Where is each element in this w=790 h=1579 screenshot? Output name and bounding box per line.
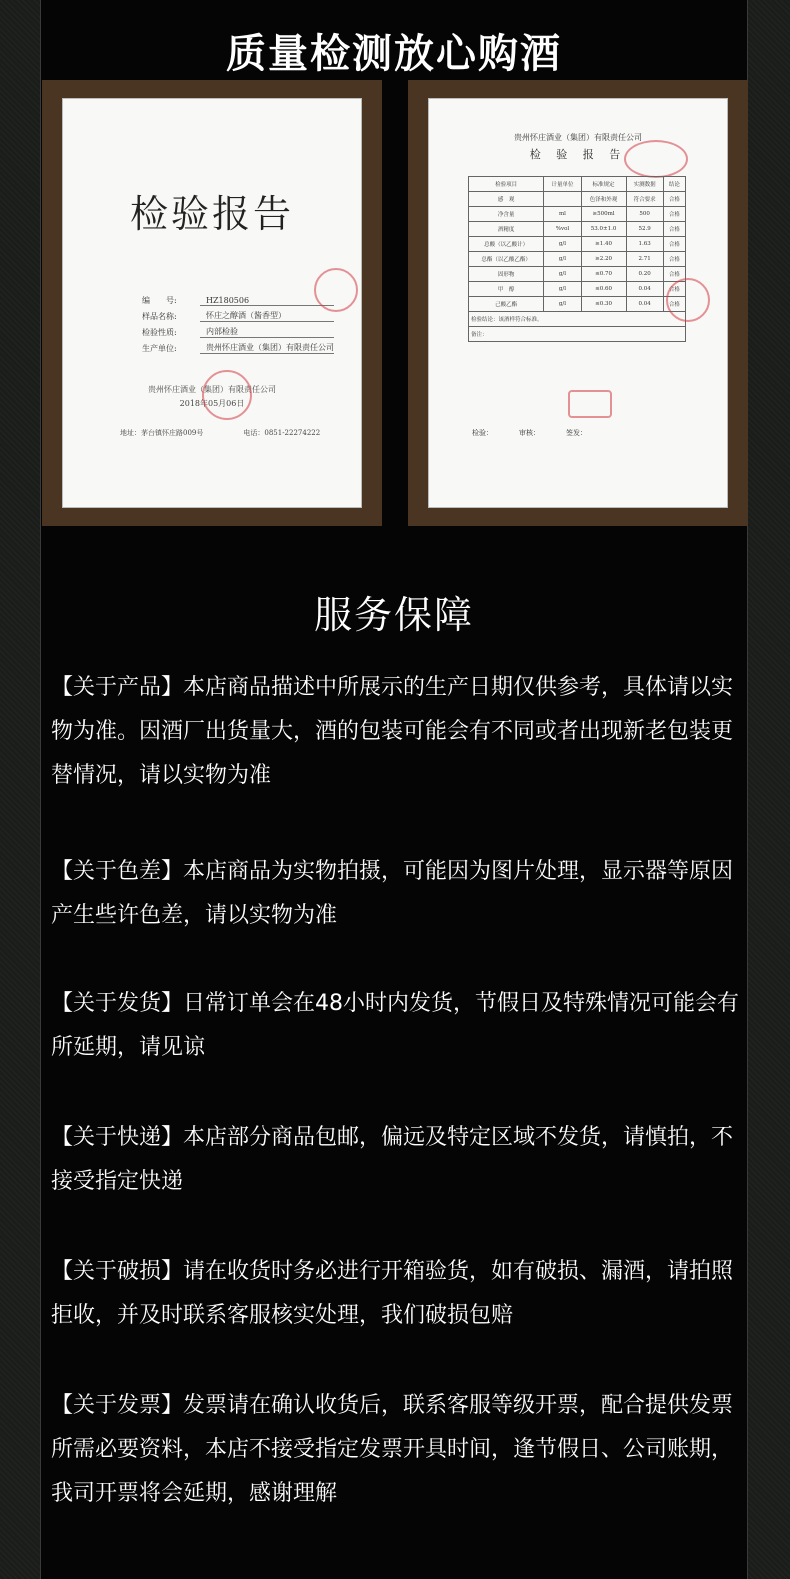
table-cell: 合格 <box>663 207 685 222</box>
cover-field-row <box>142 290 334 306</box>
cover-field-value: HZ180506 <box>200 296 334 306</box>
sign-review: 审核： <box>519 429 540 437</box>
page-title: 质量检测放心购酒 <box>226 31 562 77</box>
table-cell: 52.9 <box>626 222 663 237</box>
table-cell: 合格 <box>663 237 685 252</box>
cover-field-value: 内部检验 <box>200 326 334 338</box>
table-cell <box>544 192 581 207</box>
table-cell: 符合要求 <box>626 192 663 207</box>
table-row <box>469 252 686 267</box>
service-item-invoice: 【关于发票】发票请在确认收货后，联系客服等级开票，配合提供发票所需必要资料，本店不接受指定发票开具时间，逢节假日、公司账期，我司开票将会延期，感谢理解 <box>51 1393 734 1506</box>
service-item-damage: 【关于破损】请在收货时务必进行开箱验货，如有破损、漏酒，请拍照拒收，并及时联系客服核实处理，我们破损包赔 <box>51 1259 734 1328</box>
table-cell: 53.0±1.0 <box>581 222 626 237</box>
report-cover-paper <box>62 98 362 508</box>
report-signatures <box>472 428 587 438</box>
table-cell: 0.04 <box>626 297 663 312</box>
table-cell: 总酯（以乙酸乙酯） <box>469 252 544 267</box>
table-row <box>469 267 686 282</box>
table-cell: ≥1.40 <box>581 237 626 252</box>
table-cell: ≥500ml <box>581 207 626 222</box>
cover-field-label: 编 号: <box>142 296 177 305</box>
table-cell: 净含量 <box>469 207 544 222</box>
report-title: 检 验 报 告 <box>529 148 627 161</box>
table-cell: 甲 醇 <box>469 282 544 297</box>
table-cell: 0.20 <box>626 267 663 282</box>
service-item-color: 【关于色差】本店商品为实物拍摄，可能因为图片处理，显示器等原因产生些许色差，请以实物为准 <box>51 859 734 928</box>
table-cell: g/l <box>544 252 581 267</box>
report-conclusion: 检验结论：该酒样符合标准。 <box>469 312 686 327</box>
table-cell: %vol <box>544 222 581 237</box>
cover-footer <box>120 428 320 438</box>
table-cell: 合格 <box>663 252 685 267</box>
report-company: 贵州怀庄酒业（集团）有限责任公司 <box>514 133 642 142</box>
cover-phone: 电话：0851-22274222 <box>243 429 321 437</box>
table-cell: 500 <box>626 207 663 222</box>
report-table <box>468 176 686 342</box>
table-cell: 己酸乙酯 <box>469 297 544 312</box>
table-cell: g/l <box>544 237 581 252</box>
table-cell: 2.71 <box>626 252 663 267</box>
table-row <box>469 177 686 192</box>
table-cell: ≤0.60 <box>581 282 626 297</box>
sign-issue: 签发： <box>566 429 587 437</box>
cover-field-label: 生产单位: <box>142 344 177 353</box>
table-row <box>469 237 686 252</box>
table-cell: 计量单位 <box>544 177 581 192</box>
service-item-product: 【关于产品】本店商品描述中所展示的生产日期仅供参考，具体请以实物为准。因酒厂出货量大，酒的包装可能会有不同或者出现新老包装更替情况，请以实物为准 <box>51 675 734 788</box>
report-detail-frame <box>408 80 748 526</box>
cover-field-row <box>142 338 334 354</box>
cover-date: 2018年05月06日 <box>179 399 245 408</box>
cover-company: 贵州怀庄酒业（集团）有限责任公司 <box>148 385 276 394</box>
service-item-express: 【关于快递】本店部分商品包邮，偏远及特定区域不发货，请慎拍，不接受指定快递 <box>51 1125 734 1194</box>
table-cell: ≥2.20 <box>581 252 626 267</box>
table-row <box>469 297 686 312</box>
table-cell: ml <box>544 207 581 222</box>
table-cell: 0.04 <box>626 282 663 297</box>
table-cell: 酒精度 <box>469 222 544 237</box>
red-seal-stamp <box>666 278 710 322</box>
red-seal-stamp <box>314 268 358 312</box>
cover-field-value: 贵州怀庄酒业（集团）有限责任公司 <box>200 342 334 354</box>
table-cell: 合格 <box>663 267 685 282</box>
table-row <box>469 282 686 297</box>
table-cell: 总酸（以乙酸计） <box>469 237 544 252</box>
table-cell: 实测数据 <box>626 177 663 192</box>
table-cell: 结论 <box>663 177 685 192</box>
red-seal-stamp <box>624 140 688 178</box>
cover-field-label: 检验性质: <box>142 328 177 337</box>
table-row <box>469 312 686 327</box>
report-detail-paper <box>428 98 728 508</box>
table-cell: g/l <box>544 282 581 297</box>
table-cell: ≤0.70 <box>581 267 626 282</box>
cover-field-value: 怀庄之醇酒（酱香型） <box>200 310 334 322</box>
table-cell: 合格 <box>663 222 685 237</box>
report-cover-frame <box>42 80 382 526</box>
table-cell: ≤0.30 <box>581 297 626 312</box>
report-remark: 备注： <box>469 327 686 342</box>
table-row <box>469 222 686 237</box>
cover-field-label: 样品名称: <box>142 312 177 321</box>
red-seal-stamp <box>568 390 612 418</box>
table-cell: 色泽和外观 <box>581 192 626 207</box>
red-seal-stamp <box>202 370 252 420</box>
table-cell: 标准规定 <box>581 177 626 192</box>
table-cell: 检验项目 <box>469 177 544 192</box>
table-row <box>469 327 686 342</box>
table-cell: 合格 <box>663 192 685 207</box>
table-cell: 合格 <box>663 282 685 297</box>
cover-fields <box>142 290 334 354</box>
table-row <box>469 192 686 207</box>
table-cell: 1.63 <box>626 237 663 252</box>
table-cell: g/l <box>544 267 581 282</box>
table-cell: g/l <box>544 297 581 312</box>
table-cell: 固形物 <box>469 267 544 282</box>
cover-title: 检验报告 <box>129 192 294 236</box>
sign-inspect: 检验： <box>472 429 493 437</box>
cover-address: 地址：茅台镇怀庄路009号 <box>120 429 204 437</box>
table-cell: 合格 <box>663 297 685 312</box>
service-title: 服务保障 <box>313 593 474 637</box>
table-row <box>469 207 686 222</box>
content-panel <box>40 0 748 1579</box>
table-cell: 感 观 <box>469 192 544 207</box>
cover-field-row <box>142 322 334 338</box>
service-item-shipping: 【关于发货】日常订单会在48小时内发货，节假日及特殊情况可能会有所延期，请见谅 <box>51 991 739 1060</box>
cover-field-row <box>142 306 334 322</box>
